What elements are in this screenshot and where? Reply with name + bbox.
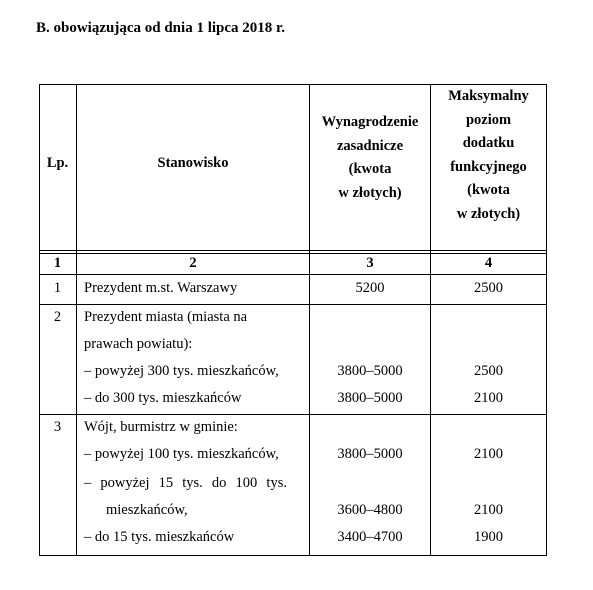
row-text: – powyżej 100 tys. mieszkańców, [84, 446, 279, 462]
row-bonus: 2100 [474, 502, 503, 518]
row-salary: 3600–4800 [337, 502, 403, 518]
header-wynagrodzenie-line: Wynagrodzenie [321, 114, 419, 130]
column-number: 4 [484, 255, 493, 271]
row-text: Prezydent miasta (miasta na [84, 309, 248, 325]
row-bonus: 2500 [474, 280, 503, 296]
header-divider [39, 250, 547, 251]
row-text: Prezydent m.st. Warszawy [84, 280, 238, 296]
header-dodatek-line: Maksymalny [448, 88, 529, 104]
column-number: 1 [53, 255, 62, 271]
row-bonus: 2500 [474, 363, 503, 379]
row-salary: 5200 [355, 280, 385, 296]
table-border-bottom [39, 555, 547, 556]
header-wynagrodzenie-line: (kwota [348, 161, 392, 177]
header-dodatek-line: funkcyjnego [450, 158, 527, 175]
row-text: – powyżej 300 tys. mieszkańców, [84, 363, 279, 379]
header-dodatek-line: dodatku [462, 135, 515, 151]
row-text: – powyżej 15 tys. do 100 tys. [84, 475, 287, 491]
row-text: prawach powiatu): [84, 336, 193, 352]
header-dodatek-line: poziom [465, 111, 512, 128]
header-dodatek-line: w złotych) [456, 205, 521, 222]
column-number: 3 [366, 255, 374, 271]
header-wynagrodzenie-line: zasadnicze [336, 137, 404, 154]
header-stanowisko: Stanowisko [157, 155, 229, 171]
section-heading: B. obowiązująca od dnia 1 lipca 2018 r. [36, 20, 286, 36]
header-wynagrodzenie-line: w złotych) [338, 184, 402, 201]
row-salary: 3800–5000 [337, 390, 403, 406]
table-border-right [546, 84, 547, 556]
header-dodatek-line: (kwota [467, 182, 510, 198]
row-text: – do 300 tys. mieszkańców [84, 390, 242, 406]
row-salary: 3800–5000 [337, 363, 403, 379]
header-lp: Lp. [46, 155, 69, 171]
row-salary: 3400–4700 [337, 529, 403, 545]
row-lp: 1 [53, 280, 62, 296]
row-lp: 3 [53, 419, 62, 435]
column-number: 2 [189, 255, 197, 271]
row-bonus: 2100 [474, 446, 503, 462]
row-bonus: 2100 [474, 390, 503, 406]
row-lp: 2 [53, 309, 62, 325]
row-text: Wójt, burmistrz w gminie: [84, 419, 238, 435]
row-salary: 3800–5000 [337, 446, 403, 462]
row-text: – do 15 tys. mieszkańców [84, 529, 235, 545]
row-bonus: 1900 [474, 529, 503, 545]
row-text: mieszkańców, [106, 502, 188, 518]
